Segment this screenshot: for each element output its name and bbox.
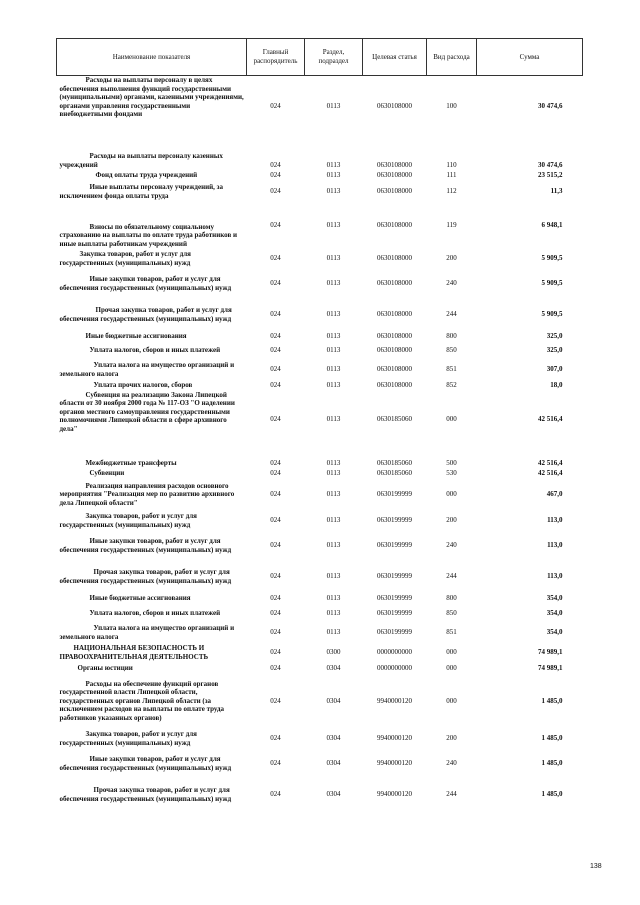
row-exp-type: 851 [446, 628, 457, 637]
table-row [57, 593, 583, 604]
row-exp-type: 500 [446, 458, 457, 467]
row-target: 0630108000 [377, 331, 412, 340]
row-section: 0113 [326, 170, 341, 179]
row-name: Взносы по обязательному социальному страхованию на выплаты по оплате труда работников и иные выплаты работникам учреждений [59, 222, 238, 248]
row-target: 0630108000 [377, 254, 412, 263]
table-row [57, 203, 583, 249]
row-target: 0630185060 [377, 415, 412, 424]
table-row [57, 391, 583, 449]
row-exp-type: 110 [446, 160, 457, 169]
row-target: 0630199999 [377, 572, 412, 581]
row-name: Иные закупки товаров, работ и услуг для обеспечения государственных (муниципальных) нужд [59, 754, 232, 772]
row-admin: 024 [270, 170, 281, 179]
row-section: 0113 [326, 490, 341, 499]
row-exp-type: 000 [446, 490, 457, 499]
row-sum: 5 909,5 [541, 310, 563, 319]
header-target: Целевая статья [363, 39, 427, 76]
row-name: Расходы на обеспечение функций органов государственной власти Липецкой области, государственных органов Липецкой области (за исключением расходов на выплаты по оплате труда работников указанных органов) [59, 679, 225, 722]
row-sum: 11,3 [550, 187, 563, 196]
row-section: 0113 [326, 458, 341, 467]
page-number: 138 [590, 863, 602, 870]
table-row [57, 468, 583, 479]
row-sum: 113,0 [547, 572, 563, 581]
row-name: Уплата налогов, сборов и иных платежей [89, 608, 221, 617]
row-target: 0630108000 [377, 170, 412, 179]
table-row [57, 269, 583, 299]
row-section: 0113 [326, 380, 341, 389]
row-name: Расходы на выплаты персоналу казенных учреждений [59, 152, 223, 169]
row-section: 0113 [326, 102, 341, 111]
row-section: 0113 [326, 516, 341, 525]
table-row [57, 360, 583, 380]
row-admin: 024 [270, 365, 281, 374]
row-target: 0630199999 [377, 516, 412, 525]
row-name: Уплата налога на имущество организаций и земельного налога [59, 360, 235, 378]
row-name: Прочая закупка товаров, работ и услуг для обеспечения государственных (муниципальных) нужд [59, 567, 232, 585]
row-sum: 74 989,1 [538, 648, 563, 657]
row-sum: 325,0 [546, 331, 563, 340]
row-admin: 024 [270, 734, 281, 743]
row-target: 0630108000 [377, 310, 412, 319]
row-target: 0630199999 [377, 490, 412, 499]
row-sum: 1 485,0 [541, 759, 563, 768]
row-section: 0113 [326, 541, 341, 550]
row-admin: 024 [270, 380, 281, 389]
row-exp-type: 000 [446, 648, 457, 657]
budget-table-page [56, 38, 582, 811]
row-name: Уплата налога на имущество организаций и земельного налога [59, 623, 235, 641]
row-name: Расходы на выплаты персоналу в целях обеспечения выполнения функций государственными (муниципальными) органами, казенными учреждениями, органами управления государственными внебюджетными фондами [59, 76, 244, 119]
row-admin: 024 [270, 458, 281, 467]
row-admin: 024 [270, 608, 281, 617]
row-sum: 5 909,5 [541, 254, 563, 263]
row-sum: 23 515,2 [538, 170, 563, 179]
row-admin: 024 [270, 310, 281, 319]
row-admin: 024 [270, 187, 281, 196]
row-name: Иные выплаты персоналу учреждений, за исключением фонда оплаты труда [59, 182, 223, 200]
row-name: Реализация направления расходов основного мероприятия "Реализация мер по развитию архивного дела Липецкой области" [59, 481, 235, 507]
table-row [57, 643, 583, 663]
row-name: Закупка товаров, работ и услуг для государственных (муниципальных) нужд [59, 511, 197, 529]
row-target: 0630108000 [377, 102, 412, 111]
row-target: 0630199999 [377, 608, 412, 617]
row-section: 0304 [326, 663, 341, 672]
row-sum: 74 989,1 [538, 663, 563, 672]
row-exp-type: 200 [446, 734, 457, 743]
row-name: Иные бюджетные ассигнования [85, 331, 187, 340]
row-admin: 024 [270, 759, 281, 768]
header-exp-type: Вид расхода [427, 39, 477, 76]
row-admin: 024 [270, 346, 281, 355]
row-sum: 5 909,5 [541, 279, 563, 288]
table-header-row [57, 39, 583, 76]
row-exp-type: 850 [446, 346, 457, 355]
table-row [57, 138, 583, 170]
table-row [57, 342, 583, 360]
row-admin: 024 [270, 490, 281, 499]
row-section: 0304 [326, 790, 341, 799]
row-admin: 024 [270, 160, 281, 169]
row-admin: 024 [270, 415, 281, 424]
row-target: 0630108000 [377, 365, 412, 374]
row-sum: 307,0 [546, 365, 563, 374]
row-sum: 1 485,0 [541, 696, 563, 705]
table-row [57, 380, 583, 391]
row-admin: 024 [270, 628, 281, 637]
row-target: 0630108000 [377, 221, 412, 230]
row-admin: 024 [270, 572, 281, 581]
row-name: Межбюджетные трансферты [85, 458, 177, 467]
row-sum: 30 474,6 [538, 160, 563, 169]
row-sum: 354,0 [546, 608, 563, 617]
row-section: 0304 [326, 759, 341, 768]
row-target: 0630108000 [377, 279, 412, 288]
row-target: 0630185060 [377, 468, 412, 477]
table-row [57, 181, 583, 203]
row-sum: 354,0 [546, 593, 563, 602]
header-section: Раздел, подраздел [305, 39, 363, 76]
row-exp-type: 000 [446, 663, 457, 672]
row-name: Иные бюджетные ассигнования [89, 593, 191, 602]
row-exp-type: 240 [446, 541, 457, 550]
row-name: Иные закупки товаров, работ и услуг для обеспечения государственных (муниципальных) нужд [59, 536, 232, 554]
row-section: 0113 [326, 254, 341, 263]
row-target: 9940000120 [377, 790, 412, 799]
row-admin: 024 [270, 516, 281, 525]
row-target: 0630185060 [377, 458, 412, 467]
row-target: 0000000000 [377, 648, 412, 657]
row-target: 0630108000 [377, 160, 412, 169]
row-name: Уплата налогов, сборов и иных платежей [89, 346, 221, 355]
table-row [57, 779, 583, 811]
row-admin: 024 [270, 254, 281, 263]
table-row [57, 561, 583, 593]
row-sum: 354,0 [546, 628, 563, 637]
row-exp-type: 244 [446, 572, 457, 581]
row-section: 0113 [326, 593, 341, 602]
row-admin: 024 [270, 790, 281, 799]
row-target: 9940000120 [377, 759, 412, 768]
row-sum: 42 516,4 [538, 458, 563, 467]
row-target: 9940000120 [377, 696, 412, 705]
table-row [57, 663, 583, 674]
budget-table [56, 38, 583, 811]
row-target: 0630108000 [377, 380, 412, 389]
row-exp-type: 100 [446, 102, 457, 111]
row-section: 0113 [326, 346, 341, 355]
row-target: 0630199999 [377, 541, 412, 550]
row-sum: 467,0 [546, 490, 563, 499]
row-name: НАЦИОНАЛЬНАЯ БЕЗОПАСНОСТЬ И ПРАВООХРАНИТЕЛЬНАЯ ДЕЯТЕЛЬНОСТЬ [59, 643, 209, 661]
row-name: Иные закупки товаров, работ и услуг для обеспечения государственных (муниципальных) нужд [59, 274, 232, 292]
row-sum: 1 485,0 [541, 790, 563, 799]
row-section: 0113 [326, 160, 341, 169]
row-exp-type: 240 [446, 759, 457, 768]
row-exp-type: 800 [446, 331, 457, 340]
row-admin: 024 [270, 541, 281, 550]
row-admin: 024 [270, 331, 281, 340]
row-name: Прочая закупка товаров, работ и услуг для обеспечения государственных (муниципальных) нужд [59, 305, 232, 323]
row-admin: 024 [270, 468, 281, 477]
row-exp-type: 800 [446, 593, 457, 602]
row-exp-type: 000 [446, 696, 457, 705]
table-row [57, 170, 583, 181]
row-name: Фонд оплаты труда учреждений [95, 170, 198, 179]
row-name: Субвенция на реализацию Закона Липецкой области от 30 ноября 2000 года № 117-ОЗ "О наделении органов местного самоуправления государственными полномочиями Липецкой области в сфере архивного дела" [59, 390, 235, 433]
row-exp-type: 850 [446, 608, 457, 617]
row-section: 0113 [326, 365, 341, 374]
table-row [57, 531, 583, 561]
row-exp-type: 119 [446, 221, 457, 230]
row-name: Прочая закупка товаров, работ и услуг для обеспечения государственных (муниципальных) нужд [59, 785, 232, 803]
row-name: Закупка товаров, работ и услуг для государственных (муниципальных) нужд [59, 249, 191, 267]
row-exp-type: 851 [446, 365, 457, 374]
row-target: 0000000000 [377, 663, 412, 672]
row-section: 0113 [326, 468, 341, 477]
row-admin: 024 [270, 696, 281, 705]
row-exp-type: 112 [446, 187, 457, 196]
row-exp-type: 111 [446, 170, 457, 179]
row-target: 0630199999 [377, 628, 412, 637]
row-admin: 024 [270, 663, 281, 672]
table-row [57, 76, 583, 138]
row-exp-type: 530 [446, 468, 457, 477]
row-sum: 6 948,1 [541, 221, 563, 230]
row-section: 0113 [326, 628, 341, 637]
row-target: 0630108000 [377, 187, 412, 196]
row-sum: 18,0 [550, 380, 563, 389]
row-admin: 024 [270, 221, 281, 230]
row-section: 0113 [326, 221, 341, 230]
row-exp-type: 200 [446, 254, 457, 263]
row-name: Уплата прочих налогов, сборов [93, 380, 193, 389]
row-section: 0113 [326, 572, 341, 581]
row-sum: 113,0 [547, 516, 563, 525]
row-admin: 024 [270, 279, 281, 288]
row-section: 0113 [326, 279, 341, 288]
table-row [57, 749, 583, 779]
row-admin: 024 [270, 648, 281, 657]
row-exp-type: 244 [446, 790, 457, 799]
header-admin: Главный распорядитель [247, 39, 305, 76]
row-target: 0630108000 [377, 346, 412, 355]
table-row [57, 604, 583, 623]
table-row [57, 249, 583, 269]
row-exp-type: 000 [446, 415, 457, 424]
row-admin: 024 [270, 593, 281, 602]
row-section: 0304 [326, 734, 341, 743]
row-section: 0300 [326, 648, 341, 657]
row-section: 0113 [326, 415, 341, 424]
row-exp-type: 200 [446, 516, 457, 525]
row-admin: 024 [270, 102, 281, 111]
row-exp-type: 240 [446, 279, 457, 288]
row-target: 0630199999 [377, 593, 412, 602]
row-sum: 113,0 [547, 541, 563, 550]
row-section: 0113 [326, 187, 341, 196]
row-exp-type: 852 [446, 380, 457, 389]
row-name: Органы юстиции [77, 663, 133, 672]
table-row [57, 299, 583, 331]
row-section: 0113 [326, 310, 341, 319]
row-target: 9940000120 [377, 734, 412, 743]
header-name: Наименование показателя [57, 39, 247, 76]
table-row [57, 331, 583, 342]
table-row [57, 674, 583, 729]
table-row [57, 511, 583, 531]
row-sum: 42 516,4 [538, 415, 563, 424]
row-name: Закупка товаров, работ и услуг для государственных (муниципальных) нужд [59, 729, 197, 747]
row-section: 0304 [326, 696, 341, 705]
table-row [57, 623, 583, 643]
header-sum: Сумма [477, 39, 583, 76]
table-row [57, 479, 583, 511]
table-row [57, 729, 583, 749]
row-section: 0113 [326, 331, 341, 340]
row-sum: 42 516,4 [538, 468, 563, 477]
row-sum: 30 474,6 [538, 102, 563, 111]
row-section: 0113 [326, 608, 341, 617]
row-sum: 1 485,0 [541, 734, 563, 743]
row-exp-type: 244 [446, 310, 457, 319]
row-sum: 325,0 [546, 346, 563, 355]
table-row [57, 449, 583, 468]
row-name: Субвенции [89, 468, 125, 477]
